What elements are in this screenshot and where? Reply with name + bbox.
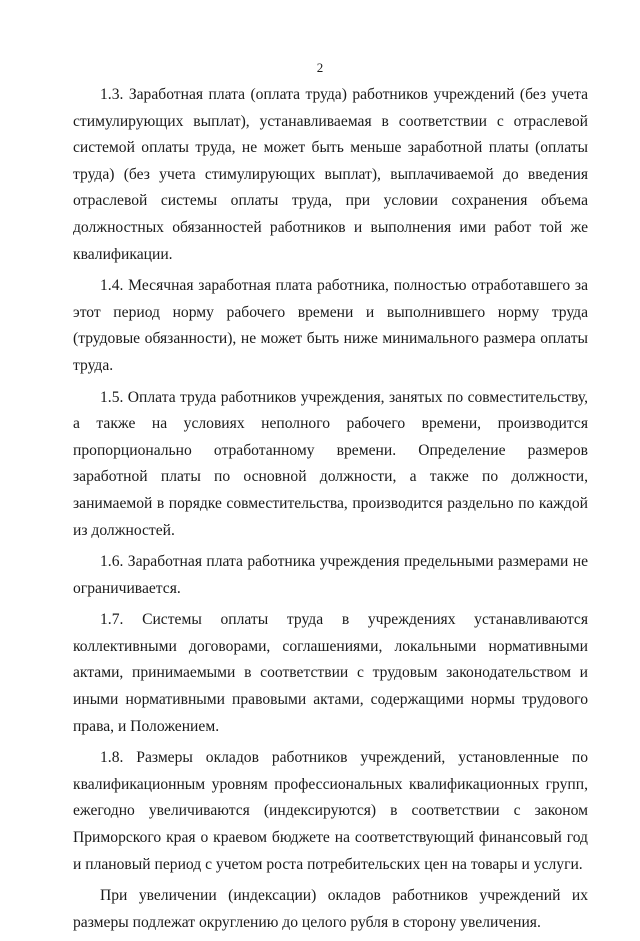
- paragraph-1-5: 1.5. Оплата труда работников учреждения, занятых по совместительству, а также на условиях неполного рабочего времени, производится пропорционально отработанному времени. Определение размеров заработной платы по основной должности, а также по должности, занимаемой в порядке совместительства, производится раздельно по каждой из должностей.: [73, 388, 588, 539]
- paragraph-1-7: 1.7. Системы оплаты труда в учреждениях устанавливаются коллективными договорами, соглашениями, локальными нормативными актами, принимаемыми в соответствии с трудовым законодательством и иными нормативными правовыми актами, содержащими нормы трудового права, и Положением.: [73, 611, 588, 735]
- paragraph-indexation: При увеличении (индексации) окладов работников учреждений их размеры подлежат округлению до целого рубля в сторону увеличения.: [73, 887, 588, 931]
- page-number: 2: [316, 60, 324, 75]
- paragraph-1-3: 1.3. Заработная плата (оплата труда) работников учреждений (без учета стимулирующих выплат), устанавливаемая в соответствии с отраслевой системой оплаты труда, не может быть меньше заработной платы (оплаты труда) (без учета стимулирующих выплат), выплачиваемой до введения отраслевой системы оплаты труда, при условии сохранения объема должностных обязанностей работников и выполнения ими работ той же квалификации.: [73, 86, 588, 263]
- paragraph-1-4: 1.4. Месячная заработная плата работника, полностью отработавшего за этот период норму рабочего времени и выполнившего норму труда (трудовые обязанности), не может быть ниже минимального размера оплаты труда.: [73, 277, 588, 374]
- paragraph-1-6: 1.6. Заработная плата работника учреждения предельными размерами не ограничивается.: [73, 553, 588, 597]
- paragraph-1-8: 1.8. Размеры окладов работников учреждений, установленные по квалификационным уровням профессиональных квалификационных групп, ежегодно увеличиваются (индексируются) в соответствии с законом Приморского края о краевом бюджете на соответствующий финансовый год и плановый период с учетом роста потребительских цен на товары и услуги.: [73, 749, 588, 873]
- document-body: [73, 82, 588, 941]
